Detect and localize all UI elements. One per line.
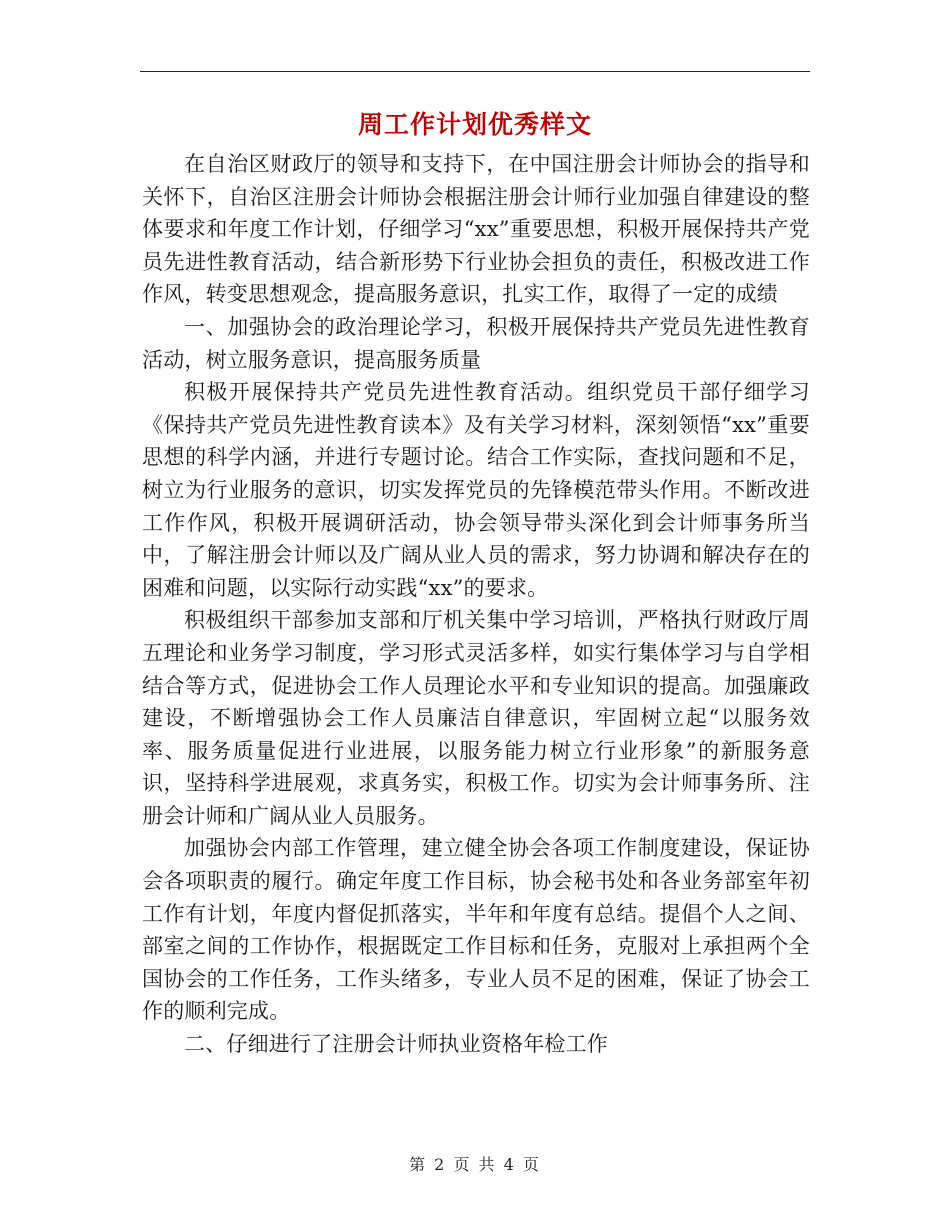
paragraph-heading-2: 二、仔细进行了注册会计师执业资格年检工作 <box>184 1032 608 1057</box>
paragraph-training: 积极组织干部参加支部和厅机关集中学习培训，严格执行财政厅周五理论和业务学习制度，学习形式灵活多样，如实行集体学习与自学相结合等方式，促进协会工作人员理论水平和专业知识的提高。加强廉政建设，不断增强协会工作人员廉洁自律意识，牢固树立起“以服务效率、服务质量促进行业进展，以服务能力树立行业形象”的新服务意识，坚持科学进展观，求真务实，积极工作。切实为会计师事务所、注册会计师和广阔从业人员服务。 <box>142 608 810 828</box>
document-body <box>142 148 810 1061</box>
paragraph-management: 加强协会内部工作管理，建立健全协会各项工作制度建设，保证协会各项职责的履行。确定年度工作目标，协会秘书处和各业务部室年初工作有计划，年度内督促抓落实，半年和年度有总结。提倡个人之间、部室之间的工作协作，根据既定工作目标和任务，克服对上承担两个全国协会的工作任务，工作头绪多，专业人员不足的困难，保证了协会工作的顺利完成。 <box>142 836 810 1024</box>
header-rule <box>140 71 810 72</box>
paragraph-heading-1: 一、加强协会的政治理论学习，积极开展保持共产党员先进性教育活动，树立服务意识，提高服务质量 <box>142 314 810 372</box>
paragraph-intro: 在自治区财政厅的领导和支持下，在中国注册会计师协会的指导和关怀下，自治区注册会计师协会根据注册会计师行业加强自律建设的整体要求和年度工作计划，仔细学习“xx”重要思想，积极开展保持共产党员先进性教育活动，结合新形势下行业协会担负的责任，积极改进工作作风，转变思想观念，提高服务意识，扎实工作，取得了一定的成绩 <box>142 152 810 307</box>
page-footer: 第 2 页 共 4 页 <box>409 1155 541 1174</box>
document-title: 周工作计划优秀样文 <box>357 110 592 139</box>
paragraph-education: 积极开展保持共产党员先进性教育活动。组织党员干部仔细学习《保持共产党员先进性教育读本》及有关学习材料，深刻领悟“xx”重要思想的科学内涵，并进行专题讨论。结合工作实际，查找问题和不足，树立为行业服务的意识，切实发挥党员的先锋模范带头作用。不断改进工作作风，积极开展调研活动，协会领导带头深化到会计师事务所当中，了解注册会计师以及广阔从业人员的需求，努力协调和解决存在的困难和问题，以实际行动实践“xx”的要求。 <box>142 380 810 600</box>
